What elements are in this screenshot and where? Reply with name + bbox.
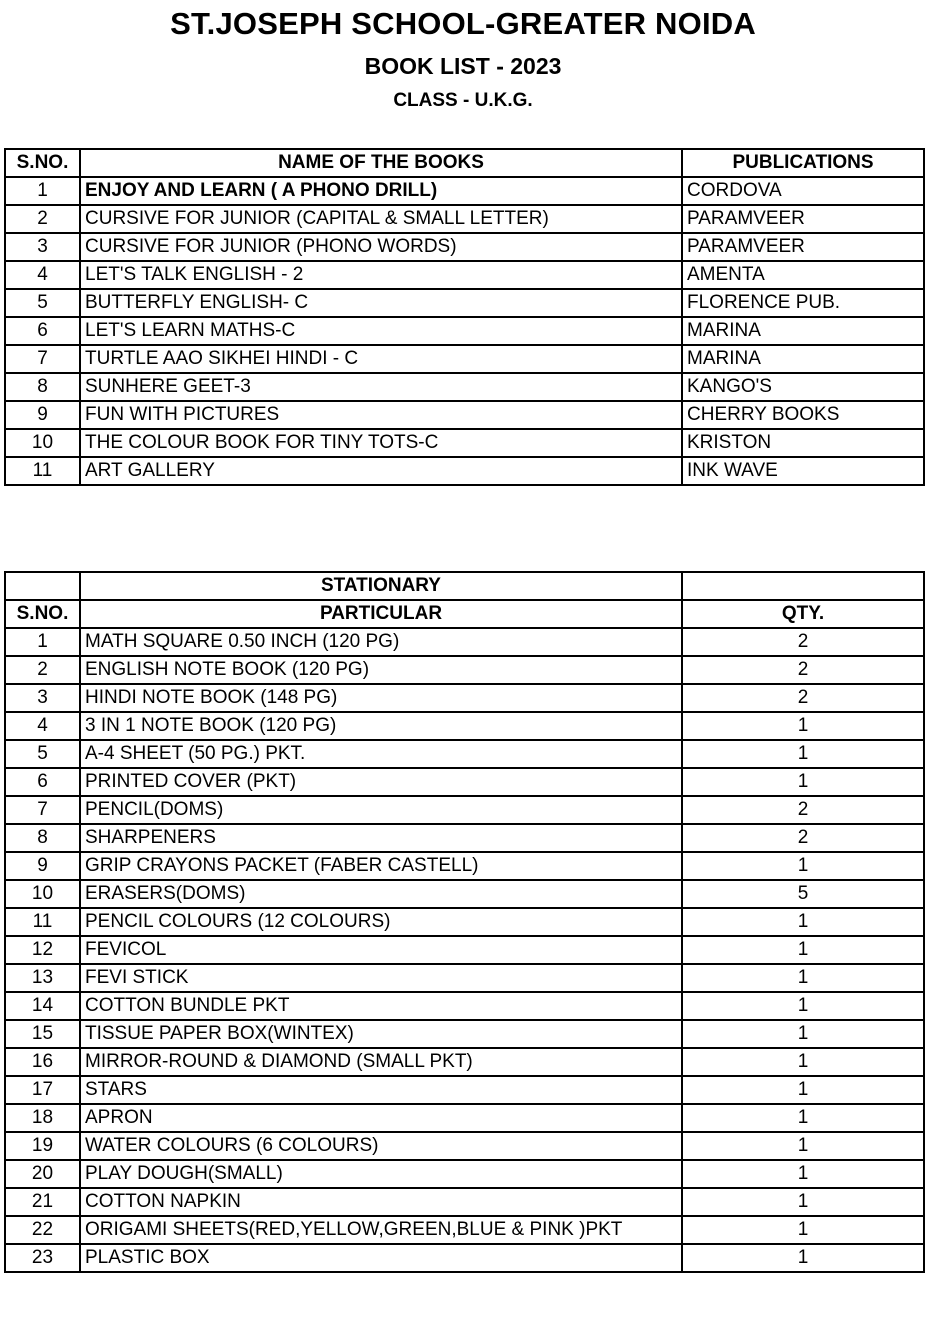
- stationary-row: [5, 964, 924, 992]
- book-publication: KANGO'S: [682, 373, 924, 401]
- book-sno: 10: [5, 429, 80, 457]
- stationary-row: [5, 1048, 924, 1076]
- book-sno: 9: [5, 401, 80, 429]
- stationary-section-title: STATIONARY: [80, 572, 682, 600]
- stationary-qty: 1: [682, 908, 924, 936]
- books-header-row: [5, 149, 924, 177]
- book-list-title: BOOK LIST - 2023: [364, 53, 562, 79]
- school-name: ST.JOSEPH SCHOOL-GREATER NOIDA: [170, 6, 756, 41]
- stationary-item: STARS: [80, 1076, 682, 1104]
- stationary-item: PLASTIC BOX: [80, 1244, 682, 1272]
- book-sno: 6: [5, 317, 80, 345]
- stationary-item: ORIGAMI SHEETS(RED,YELLOW,GREEN,BLUE & PINK )PKT: [80, 1216, 682, 1244]
- stationary-sno: 12: [5, 936, 80, 964]
- book-sno: 4: [5, 261, 80, 289]
- book-sno: 8: [5, 373, 80, 401]
- sno-header: S.NO.: [5, 149, 80, 177]
- book-sno: 7: [5, 345, 80, 373]
- book-name: CURSIVE FOR JUNIOR (PHONO WORDS): [80, 233, 682, 261]
- stationary-sno: 5: [5, 740, 80, 768]
- stationary-item: PRINTED COVER (PKT): [80, 768, 682, 796]
- stationary-row: [5, 740, 924, 768]
- stationary-row: [5, 824, 924, 852]
- stationary-qty: 1: [682, 740, 924, 768]
- stationary-sno: 11: [5, 908, 80, 936]
- stationary-item: ERASERS(DOMS): [80, 880, 682, 908]
- stationary-row: [5, 852, 924, 880]
- book-name: TURTLE AAO SIKHEI HINDI - C: [80, 345, 682, 373]
- stationary-sno: 21: [5, 1188, 80, 1216]
- book-publication: MARINA: [682, 317, 924, 345]
- stationary-row: [5, 880, 924, 908]
- book-publication: INK WAVE: [682, 457, 924, 485]
- book-row: [5, 457, 924, 485]
- book-row: [5, 289, 924, 317]
- particular-header: PARTICULAR: [80, 600, 682, 628]
- stationary-sno: 20: [5, 1160, 80, 1188]
- stationary-sno: 14: [5, 992, 80, 1020]
- book-name-header: NAME OF THE BOOKS: [80, 149, 682, 177]
- stationary-sno: 19: [5, 1132, 80, 1160]
- stationary-table: [4, 571, 925, 1273]
- stationary-sno: 13: [5, 964, 80, 992]
- stationary-qty: 1: [682, 1132, 924, 1160]
- stationary-title-row: [5, 572, 924, 600]
- stationary-qty: 2: [682, 656, 924, 684]
- stationary-row: [5, 1076, 924, 1104]
- stationary-sno: 9: [5, 852, 80, 880]
- book-sno: 2: [5, 205, 80, 233]
- book-sno: 11: [5, 457, 80, 485]
- books-table: [4, 148, 925, 486]
- stationary-row: [5, 1244, 924, 1272]
- stationary-blank-cell: [5, 572, 80, 600]
- stationary-sno: 23: [5, 1244, 80, 1272]
- stationary-sno: 1: [5, 628, 80, 656]
- stationary-blank-cell: [682, 572, 924, 600]
- book-name: LET'S LEARN MATHS-C: [80, 317, 682, 345]
- book-sno: 1: [5, 177, 80, 205]
- stationary-sno: 10: [5, 880, 80, 908]
- book-row: [5, 177, 924, 205]
- book-row: [5, 261, 924, 289]
- stationary-qty: 1: [682, 1020, 924, 1048]
- book-name: ENJOY AND LEARN ( A PHONO DRILL): [80, 177, 682, 205]
- stationary-qty: 1: [682, 712, 924, 740]
- stationary-row: [5, 936, 924, 964]
- book-publication: KRISTON: [682, 429, 924, 457]
- book-sno: 3: [5, 233, 80, 261]
- stationary-row: [5, 1160, 924, 1188]
- book-name: FUN WITH PICTURES: [80, 401, 682, 429]
- book-row: [5, 373, 924, 401]
- stationary-header-row: [5, 600, 924, 628]
- book-publication: PARAMVEER: [682, 233, 924, 261]
- book-name: CURSIVE FOR JUNIOR (CAPITAL & SMALL LETTER): [80, 205, 682, 233]
- qty-header: QTY.: [682, 600, 924, 628]
- stationary-qty: 1: [682, 964, 924, 992]
- stationary-item: A-4 SHEET (50 PG.) PKT.: [80, 740, 682, 768]
- stationary-qty: 1: [682, 1244, 924, 1272]
- stationary-qty: 1: [682, 768, 924, 796]
- stationary-item: SHARPENERS: [80, 824, 682, 852]
- book-publication: CORDOVA: [682, 177, 924, 205]
- stationary-sno: 3: [5, 684, 80, 712]
- book-name: BUTTERFLY ENGLISH- C: [80, 289, 682, 317]
- stationary-qty: 1: [682, 936, 924, 964]
- stationary-item: MIRROR-ROUND & DIAMOND (SMALL PKT): [80, 1048, 682, 1076]
- stationary-qty: 2: [682, 824, 924, 852]
- book-row: [5, 233, 924, 261]
- stationary-sno: 4: [5, 712, 80, 740]
- book-publication: FLORENCE PUB.: [682, 289, 924, 317]
- stationary-qty: 1: [682, 1048, 924, 1076]
- book-name: SUNHERE GEET-3: [80, 373, 682, 401]
- stationary-item: WATER COLOURS (6 COLOURS): [80, 1132, 682, 1160]
- stationary-qty: 2: [682, 796, 924, 824]
- stationary-row: [5, 712, 924, 740]
- stationary-sno: 7: [5, 796, 80, 824]
- stationary-sno: 15: [5, 1020, 80, 1048]
- stationary-qty: 5: [682, 880, 924, 908]
- stationary-item: FEVI STICK: [80, 964, 682, 992]
- stationary-item: APRON: [80, 1104, 682, 1132]
- book-publication: AMENTA: [682, 261, 924, 289]
- book-name: LET'S TALK ENGLISH - 2: [80, 261, 682, 289]
- stationary-sno: 22: [5, 1216, 80, 1244]
- stationary-item: PENCIL(DOMS): [80, 796, 682, 824]
- stationary-row: [5, 796, 924, 824]
- stationary-item: PENCIL COLOURS (12 COLOURS): [80, 908, 682, 936]
- stationary-qty: 1: [682, 1188, 924, 1216]
- book-sno: 5: [5, 289, 80, 317]
- stationary-item: COTTON BUNDLE PKT: [80, 992, 682, 1020]
- stationary-sno: 18: [5, 1104, 80, 1132]
- stationary-item: FEVICOL: [80, 936, 682, 964]
- book-publication: MARINA: [682, 345, 924, 373]
- stationary-item: HINDI NOTE BOOK (148 PG): [80, 684, 682, 712]
- stationary-sno: 2: [5, 656, 80, 684]
- stationary-item: COTTON NAPKIN: [80, 1188, 682, 1216]
- book-row: [5, 429, 924, 457]
- stationary-qty: 1: [682, 992, 924, 1020]
- stationary-row: [5, 628, 924, 656]
- book-publication: CHERRY BOOKS: [682, 401, 924, 429]
- stationary-row: [5, 1104, 924, 1132]
- publications-header: PUBLICATIONS: [682, 149, 924, 177]
- stationary-qty: 1: [682, 1076, 924, 1104]
- stationary-qty: 1: [682, 1104, 924, 1132]
- book-row: [5, 317, 924, 345]
- stationary-row: [5, 1188, 924, 1216]
- stationary-sno: 16: [5, 1048, 80, 1076]
- stationary-item: GRIP CRAYONS PACKET (FABER CASTELL): [80, 852, 682, 880]
- stationary-row: [5, 1216, 924, 1244]
- stationary-qty: 2: [682, 684, 924, 712]
- book-name: ART GALLERY: [80, 457, 682, 485]
- stationary-row: [5, 656, 924, 684]
- stationary-row: [5, 1020, 924, 1048]
- stationary-row: [5, 768, 924, 796]
- sno-header: S.NO.: [5, 600, 80, 628]
- book-row: [5, 205, 924, 233]
- stationary-item: 3 IN 1 NOTE BOOK (120 PG): [80, 712, 682, 740]
- stationary-sno: 6: [5, 768, 80, 796]
- stationary-sno: 17: [5, 1076, 80, 1104]
- stationary-qty: 1: [682, 1160, 924, 1188]
- stationary-item: ENGLISH NOTE BOOK (120 PG): [80, 656, 682, 684]
- stationary-row: [5, 992, 924, 1020]
- book-name: THE COLOUR BOOK FOR TINY TOTS-C: [80, 429, 682, 457]
- stationary-row: [5, 1132, 924, 1160]
- book-publication: PARAMVEER: [682, 205, 924, 233]
- book-row: [5, 401, 924, 429]
- stationary-item: PLAY DOUGH(SMALL): [80, 1160, 682, 1188]
- class-label: CLASS - U.K.G.: [393, 90, 533, 111]
- stationary-qty: 2: [682, 628, 924, 656]
- stationary-row: [5, 684, 924, 712]
- book-row: [5, 345, 924, 373]
- stationary-item: MATH SQUARE 0.50 INCH (120 PG): [80, 628, 682, 656]
- stationary-item: TISSUE PAPER BOX(WINTEX): [80, 1020, 682, 1048]
- stationary-row: [5, 908, 924, 936]
- stationary-qty: 1: [682, 852, 924, 880]
- stationary-sno: 8: [5, 824, 80, 852]
- stationary-qty: 1: [682, 1216, 924, 1244]
